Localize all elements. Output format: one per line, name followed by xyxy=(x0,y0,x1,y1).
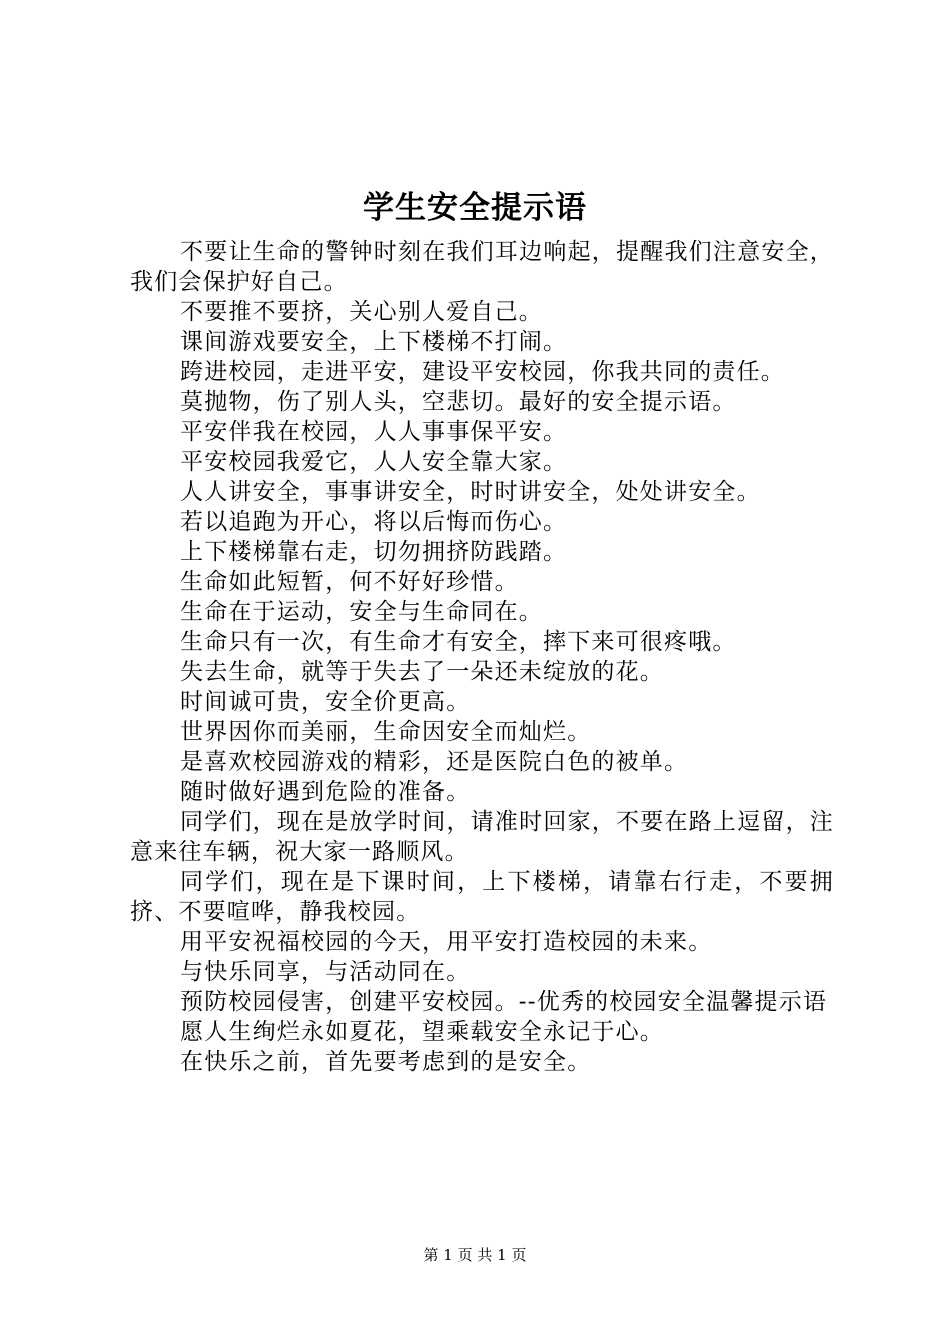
paragraph: 不要推不要挤，关心别人爱自己。 xyxy=(180,299,543,325)
paragraph: 生命在于运动，安全与生命同在。 xyxy=(180,599,543,625)
paragraph: 同学们，现在是放学时间，请准时回家，不要在路上逗留，注意来往车辆，祝大家一路顺风。 xyxy=(130,809,834,865)
document-title: 学生安全提示语 xyxy=(363,190,587,226)
paragraph: 在快乐之前，首先要考虑到的是安全。 xyxy=(180,1049,592,1075)
paragraph: 随时做好遇到危险的准备。 xyxy=(180,779,471,805)
paragraph: 是喜欢校园游戏的精彩，还是医院白色的被单。 xyxy=(180,749,689,775)
paragraph: 失去生命，就等于失去了一朵还未绽放的花。 xyxy=(180,659,664,685)
paragraph: 时间诚可贵，安全价更高。 xyxy=(180,689,471,715)
paragraph: 人人讲安全，事事讲安全，时时讲安全，处处讲安全。 xyxy=(180,479,761,505)
paragraph: 生命如此短暂，何不好好珍惜。 xyxy=(180,569,519,595)
paragraph: 愿人生绚烂永如夏花，望乘载安全永记于心。 xyxy=(180,1019,664,1045)
paragraph: 与快乐同享，与活动同在。 xyxy=(180,959,471,985)
page-footer: 第 1 页 共 1 页 xyxy=(423,1246,527,1264)
paragraph: 莫抛物，伤了别人头，空悲切。最好的安全提示语。 xyxy=(180,389,737,415)
paragraph: 课间游戏要安全，上下楼梯不打闹。 xyxy=(180,329,568,355)
paragraph: 同学们，现在是下课时间，上下楼梯，请靠右行走，不要拥挤、不要喧哗，静我校园。 xyxy=(130,869,834,925)
paragraph: 世界因你而美丽，生命因安全而灿烂。 xyxy=(180,719,592,745)
paragraph: 平安伴我在校园，人人事事保平安。 xyxy=(180,419,568,445)
paragraph: 生命只有一次，有生命才有安全，摔下来可很疼哦。 xyxy=(180,629,737,655)
paragraph: 预防校园侵害，创建平安校园。--优秀的校园安全温馨提示语 xyxy=(180,989,828,1015)
paragraph: 上下楼梯靠右走，切勿拥挤防践踏。 xyxy=(180,539,568,565)
paragraph: 跨进校园，走进平安，建设平安校园，你我共同的责任。 xyxy=(180,359,785,385)
paragraph: 平安校园我爱它，人人安全靠大家。 xyxy=(180,449,568,475)
paragraph: 用平安祝福校园的今天，用平安打造校园的未来。 xyxy=(180,929,713,955)
document-body xyxy=(130,237,834,1077)
paragraph: 若以追跑为开心，将以后悔而伤心。 xyxy=(180,509,568,535)
paragraph: 不要让生命的警钟时刻在我们耳边响起，提醒我们注意安全，我们会保护好自己。 xyxy=(130,239,834,295)
